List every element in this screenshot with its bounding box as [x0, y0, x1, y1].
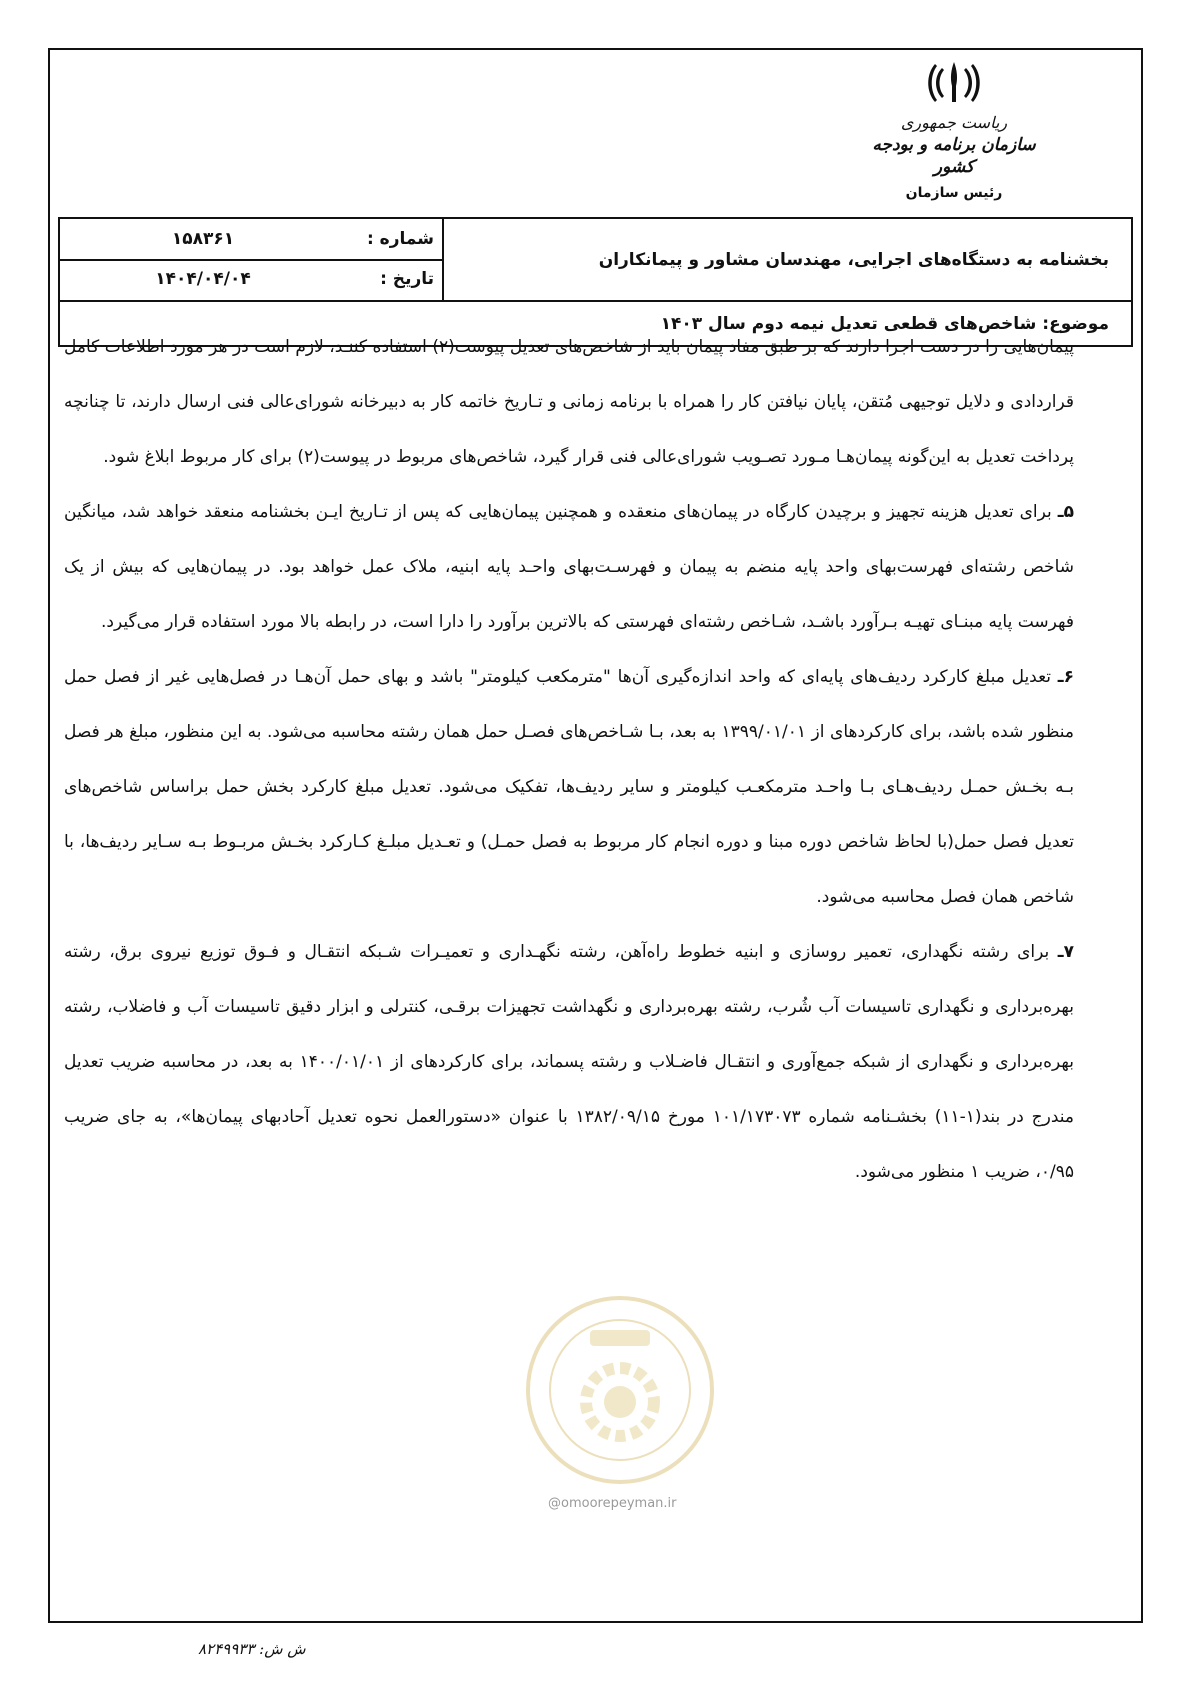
watermark-seal-icon — [520, 1290, 720, 1490]
date-row — [60, 259, 442, 299]
org-line-organization: سازمان برنامه و بودجه کشور — [872, 135, 1036, 177]
number-value: ۱۵۸۳۶۱ — [171, 229, 235, 249]
org-line-presidency: ریاست جمهوری — [900, 113, 1008, 132]
subject-line: موضوع: شاخص‌های قطعی تعدیل نیمه دوم سال ۱۴۰۳ — [60, 300, 1131, 345]
body-text — [64, 320, 1074, 1200]
paragraph-intro-text: پیمان‌هایی را در دست اجرا دارند که بر طبق مفاد پیمان باید از شاخص‌های تعدیل پیوست(۲) استفاده کننـد، لازم است در هر مورد اطلاعات کامل قراردادی و دلایل توجیهی مُتقن، پایان نیافتن کار را همراه با برنامه زمانی و تـاریخ خاتمه کار به دبیرخانه شورای‌عالی فنی ارسال دارند، تا چنانچه پرداخت تعدیل به این‌گونه پیمان‌هـا مـورد تصـویب شورای‌عالی فنی قرار گیرد، شاخص‌های مربوط در پیوست(۲) برای کار مربوط ابلاغ شود. — [64, 337, 1074, 467]
meta-block — [60, 219, 444, 300]
paragraph-item-7 — [64, 925, 1074, 1200]
org-line-head: رئیس سازمان — [905, 185, 1003, 201]
recipients-title: بخشنامه به دستگاه‌های اجرایی، مهندسان مشاور و پیمانکاران — [598, 249, 1109, 270]
item-number: ۷ـ — [1057, 942, 1074, 962]
number-row — [60, 219, 442, 261]
letterhead — [859, 58, 1049, 204]
paragraph-item-6 — [64, 650, 1074, 925]
paragraph-item-5 — [64, 485, 1074, 650]
item-number: ۶ـ — [1057, 667, 1074, 687]
paragraph-text: تعدیل مبلغ کارکرد ردیف‌های پایه‌ای که واحد اندازه‌گیری آن‌ها "مترمکعب کیلومتر" باشد و بهای حمل آن‌هـا در فصل‌هایی غیر از فصل حمل منظور شده باشد، برای کارکردهای از ۱۳۹۹/۰۱/۰۱ به بعد، بـا شـاخص‌های فصـل حمل همان رشته محاسبه می‌شود. به این منظور، مبلغ هر فصل بـه بخـش حمـل ردیف‌هـای بـا واحـد مترمکعـب کیلومتر و سایر ردیف‌ها، تفکیک می‌شود. تعدیل مبلغ کارکرد بخش حمل براساس شاخص‌های تعدیل فصل حمل(با لحاظ شاخص دوره مبنا و دوره انجام کار مربوط به فصل حمـل) و تعـدیل مبلـغ کـارکرد بخـش مربـوط بـه سـایر ردیف‌ها، با شاخص همان فصل محاسبه می‌شود. — [64, 667, 1074, 907]
paragraph-text: برای تعدیل هزینه تجهیز و برچیدن کارگاه در پیمان‌های منعقده و همچنین پیمان‌هایی که پس از تـاریخ ایـن بخشنامه منعقد خواهد شد، میانگین شاخص رشته‌ای فهرست‌بهای واحد پایه منضم به پیمان و فهرسـت‌بهای واحـد پایه ابنیه، ملاک عمل خواهد بود. در پیمان‌هایی که بیش از یک فهرست پایه مبنـای تهیـه بـرآورد باشـد، شـاخص رشته‌ای فهرستی که بالاترین برآورد را دارا است، در رابطه بالا مورد استفاده قرار می‌گیرد. — [64, 502, 1074, 632]
watermark-site: @omoorepeyman.ir — [548, 1496, 677, 1511]
paragraph-text: برای رشته نگهداری، تعمیر روسازی و ابنیه خطوط راه‌آهن، رشته نگهـداری و تعمیـرات شـبکه انتقـال و فـوق توزیع نیروی برق، رشته بهره‌برداری و نگهداری تاسیسات آب شُرب، رشته بهره‌برداری و نگهداشت تجهیزات برقـی، کنترلی و ابزار دقیق تاسیسات آب و فاضلاب، رشته بهره‌برداری و نگهداری از شبکه جمع‌آوری و انتقـال فاضـلاب و رشته پسماند، برای کارکردهای از ۱۴۰۰/۰۱/۰۱ به بعد، در محاسبه ضریب تعدیل مندرج در بند(۱-۱۱) بخشـنامه شماره ۱۰۱/۱۷۳۰۷۳ مورخ ۱۳۸۲/۰۹/۱۵ با عنوان «دستورالعمل نحوه تعدیل آحادبهای پیمان‌ها»، به جای ضریب ۰/۹۵، ضریب ۱ منظور می‌شود. — [64, 942, 1074, 1182]
footer-code: ش ش: ۸۲۴۹۹۳۳ — [198, 1640, 306, 1658]
item-number: ۵ـ — [1057, 502, 1074, 522]
number-label: شماره : — [366, 229, 434, 249]
paragraph-intro — [64, 320, 1074, 485]
date-value: ۱۴۰۴/۰۴/۰۴ — [155, 269, 251, 289]
date-label: تاریخ : — [380, 269, 434, 289]
iran-emblem-icon — [924, 58, 984, 110]
